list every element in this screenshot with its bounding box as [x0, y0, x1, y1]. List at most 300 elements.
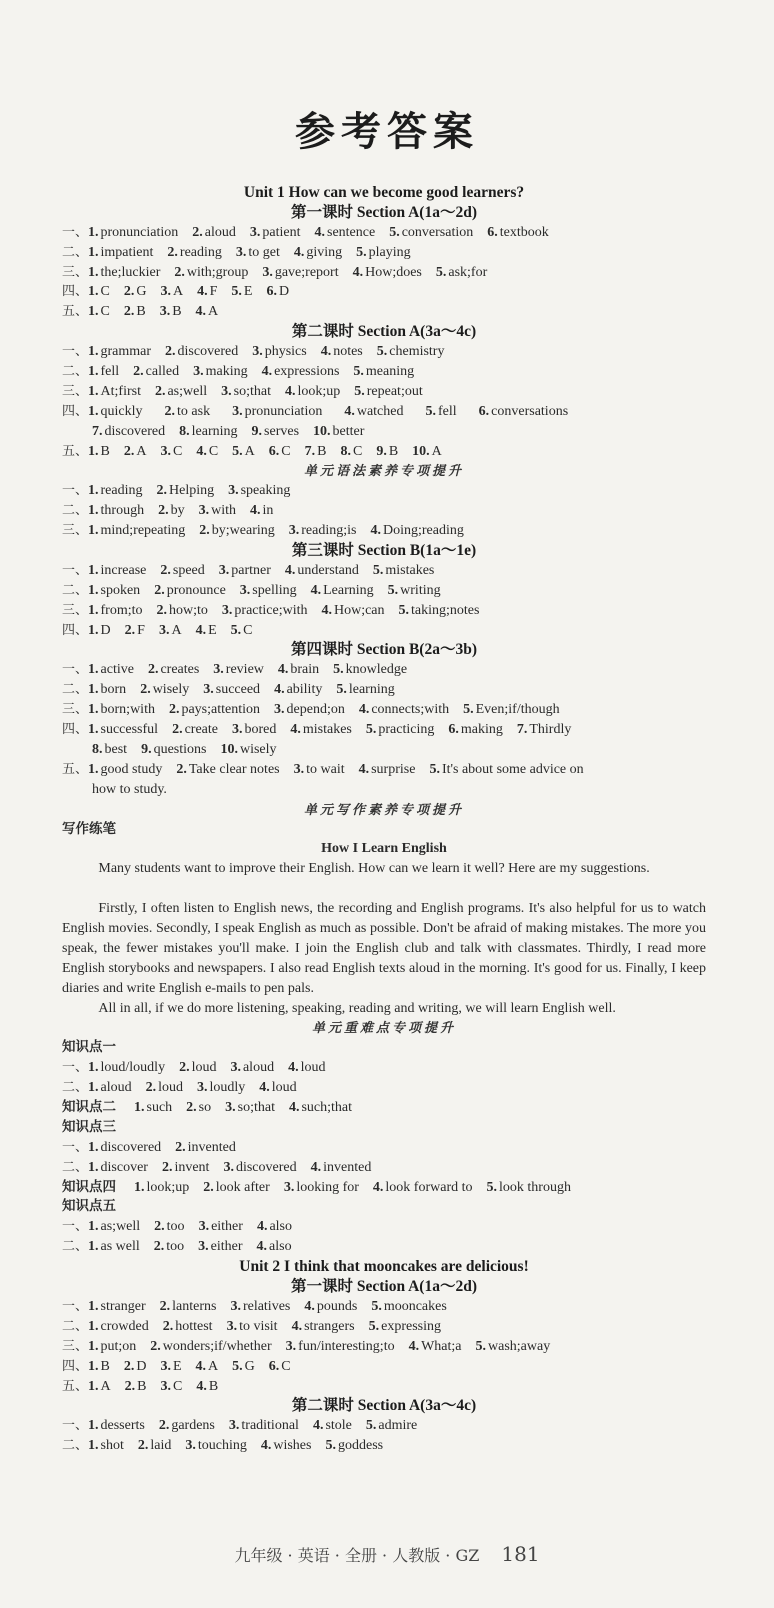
answer-text: hottest — [175, 1318, 213, 1334]
answer-number: 4. — [321, 602, 332, 618]
answer-item — [220, 742, 276, 757]
answer-item — [436, 265, 487, 280]
row-prefix: 三、 — [62, 702, 89, 718]
answer-text: taking;notes — [411, 602, 480, 618]
answer-number: 1. — [88, 1219, 99, 1235]
answer-number: 10. — [313, 423, 331, 439]
answer-item — [154, 583, 226, 598]
answer-text: How;does — [365, 264, 422, 280]
answer-item — [157, 603, 208, 618]
answer-text: shot — [100, 1438, 124, 1454]
answer-number: 3. — [226, 1318, 238, 1334]
answer-item — [133, 364, 179, 379]
answer-text: fell — [438, 403, 457, 419]
answer-number: 9. — [251, 423, 263, 439]
answer-number: 3. — [225, 1100, 236, 1116]
answer-number: 5. — [356, 244, 367, 260]
answer-row — [62, 660, 706, 680]
answer-text: the;luckier — [100, 264, 161, 280]
answer-text: textbook — [499, 224, 549, 240]
answer-text: by;wearing — [211, 523, 275, 539]
answer-text: such;that — [301, 1100, 353, 1116]
answer-number: 5. — [333, 662, 344, 678]
answer-number: 4. — [195, 304, 207, 320]
answer-text: B — [136, 304, 146, 320]
answer-number: 1. — [88, 761, 99, 777]
answer-text: B — [317, 443, 327, 459]
answer-text: F — [209, 284, 218, 300]
answer-number: 1. — [88, 1318, 99, 1334]
answer-text: writing — [400, 582, 441, 598]
row-prefix: 四、 — [62, 1358, 89, 1374]
answer-text: active — [100, 662, 134, 678]
answer-text: as;well — [167, 383, 208, 399]
answer-item — [92, 782, 167, 797]
answer-number: 2. — [124, 622, 136, 638]
answer-item — [88, 284, 110, 299]
answer-text: impatient — [100, 244, 154, 260]
answer-item — [373, 1180, 473, 1195]
answer-text: making — [460, 722, 503, 738]
answer-text: so;that — [237, 1100, 275, 1116]
answer-number: 1. — [88, 1159, 99, 1175]
answer-item — [333, 662, 407, 677]
answer-number: 2. — [153, 1239, 165, 1255]
knowledge-label: 知识点五 — [62, 1198, 116, 1215]
answer-item — [88, 304, 110, 319]
answer-number: 2. — [176, 761, 187, 777]
answer-number: 1. — [88, 1358, 99, 1374]
answer-item — [336, 682, 394, 697]
answer-item — [292, 1319, 355, 1334]
answer-text: successful — [100, 722, 159, 738]
answer-text: loud — [271, 1080, 297, 1096]
answer-item — [294, 245, 342, 260]
answer-text: C — [172, 1378, 183, 1394]
answer-item — [196, 304, 219, 319]
answer-text: depend;on — [286, 702, 345, 718]
answer-item — [448, 722, 503, 737]
answer-text: discovered — [177, 344, 239, 360]
answer-number: 5. — [486, 1179, 498, 1195]
row-prefix: 一、 — [62, 1060, 89, 1076]
answer-number: 3. — [252, 344, 263, 360]
essay-paragraph: Many students want to improve their English. How can we learn it well? Here are my suggestions. — [98, 861, 650, 877]
answer-number: 3. — [293, 761, 305, 777]
footer-book-info: 九年级 · 英语 · 全册 · 人教版 · GZ — [234, 1546, 480, 1565]
answer-item — [399, 603, 480, 618]
answer-text: traditional — [241, 1418, 299, 1434]
answer-number: 4. — [370, 523, 381, 539]
answer-text: best — [104, 741, 128, 757]
answer-number: 5. — [429, 761, 440, 777]
answer-item — [311, 583, 374, 598]
answer-item — [289, 523, 357, 538]
answer-number: 2. — [174, 264, 185, 280]
answer-text: C — [281, 1358, 291, 1374]
answer-row — [62, 481, 706, 501]
special-heading: 单元写作素养专项提升 — [303, 801, 464, 817]
answer-number: 2. — [179, 1060, 190, 1076]
answer-text: watched — [356, 403, 404, 419]
answer-text: such — [146, 1100, 173, 1116]
answer-row — [62, 1058, 706, 1078]
essay-title: How I Learn English — [321, 841, 447, 857]
answer-number: 1. — [134, 1179, 145, 1195]
answer-number: 1. — [88, 702, 99, 718]
answer-text: chemistry — [389, 344, 445, 360]
row-prefix: 一、 — [62, 1219, 89, 1235]
row-prefix: 二、 — [62, 364, 89, 380]
answer-number: 1. — [88, 1060, 99, 1076]
answer-number: 6. — [478, 403, 490, 419]
answer-item — [252, 424, 300, 439]
answer-text: loud — [191, 1060, 217, 1076]
answer-item — [199, 503, 236, 518]
answer-number: 5. — [387, 582, 399, 598]
answer-text: C — [243, 622, 253, 638]
answer-item — [88, 702, 155, 717]
answer-item — [88, 384, 141, 399]
answer-text: notes — [333, 344, 363, 360]
answer-number: 3. — [185, 1438, 196, 1454]
answer-number: 2. — [123, 1358, 135, 1374]
answer-item — [196, 444, 218, 459]
answer-row — [62, 700, 706, 720]
answer-item — [228, 483, 290, 498]
answer-item — [176, 762, 279, 777]
answer-row — [62, 442, 706, 462]
answer-number: 2. — [158, 503, 169, 519]
answer-item — [160, 563, 204, 578]
answer-text: aloud — [100, 1080, 132, 1096]
answer-number: 1. — [88, 662, 99, 678]
answer-number: 5. — [371, 1298, 382, 1314]
answer-item — [154, 1219, 184, 1234]
answer-item — [88, 444, 110, 459]
answer-row — [62, 760, 706, 780]
answer-number: 1. — [88, 523, 99, 539]
answer-number: 3. — [235, 244, 247, 260]
answer-row — [62, 223, 706, 243]
answer-text: gardens — [171, 1418, 215, 1434]
answer-number: 1. — [88, 383, 99, 399]
answer-item — [159, 1418, 215, 1433]
answer-row — [62, 1337, 706, 1357]
row-prefix: 一、 — [62, 483, 89, 499]
answer-text: wishes — [273, 1438, 312, 1454]
answer-number: 6. — [266, 284, 277, 300]
answer-item — [199, 523, 274, 538]
answer-text: expressions — [274, 364, 340, 380]
answer-item — [257, 1239, 292, 1254]
answer-text: discovered — [100, 1139, 162, 1155]
answer-number: 2. — [123, 284, 135, 300]
answer-item — [88, 1140, 161, 1155]
answer-item — [225, 1100, 275, 1115]
answer-row — [62, 1078, 706, 1098]
answer-item — [199, 1219, 243, 1234]
row-prefix: 五、 — [62, 304, 89, 320]
answer-item — [88, 1379, 111, 1394]
answer-text: G — [244, 1358, 255, 1374]
answer-item — [159, 623, 182, 638]
answer-row — [62, 1436, 706, 1456]
answer-item — [388, 583, 441, 598]
answer-number: 9. — [376, 443, 387, 459]
answer-number: 3. — [239, 582, 251, 598]
answer-item — [232, 722, 276, 737]
answer-text: It's about some advice on — [441, 761, 584, 777]
answer-number: 1. — [88, 443, 99, 459]
answer-text: A — [208, 304, 219, 320]
row-prefix: 一、 — [62, 1298, 89, 1314]
answer-item — [88, 682, 126, 697]
answer-number: 1. — [88, 1080, 99, 1096]
answer-text: aloud — [204, 224, 236, 240]
answer-item — [88, 1319, 149, 1334]
answer-item — [232, 444, 255, 459]
answer-text: learning — [348, 682, 395, 698]
answer-item — [125, 623, 145, 638]
answer-number: 2. — [175, 1139, 186, 1155]
answer-text: lanterns — [172, 1298, 217, 1314]
answer-number: 2. — [172, 722, 183, 738]
answer-item — [154, 1239, 184, 1254]
answer-item — [371, 1299, 446, 1314]
answer-item — [88, 265, 160, 280]
answer-number: 1. — [88, 622, 99, 638]
answer-item — [162, 1160, 210, 1175]
answer-item — [231, 623, 253, 638]
answer-number: 8. — [179, 423, 190, 439]
answer-number: 6. — [487, 224, 498, 240]
answer-text: discovered — [235, 1159, 297, 1175]
answer-item — [285, 384, 340, 399]
answer-item — [157, 483, 215, 498]
answer-item — [359, 702, 449, 717]
answer-number: 2. — [124, 1378, 136, 1394]
answer-item — [158, 503, 185, 518]
answer-number: 5. — [463, 702, 474, 718]
answer-item — [219, 563, 271, 578]
answer-text: gave;report — [274, 264, 339, 280]
answer-item — [305, 444, 327, 459]
answer-item — [88, 583, 140, 598]
answer-number: 7. — [516, 722, 528, 738]
answer-item — [356, 245, 411, 260]
answer-item — [252, 344, 307, 359]
answer-item — [231, 284, 252, 299]
answer-item — [261, 1438, 312, 1453]
answer-number: 5. — [231, 284, 242, 300]
answer-text: B — [172, 304, 182, 320]
answer-text: so;that — [233, 383, 271, 399]
page-title: 参考答案 — [295, 108, 479, 155]
answer-number: 1. — [134, 1100, 145, 1116]
answer-text: making — [205, 364, 248, 380]
answer-item — [274, 702, 345, 717]
answer-item — [88, 1418, 145, 1433]
answer-text: D — [278, 284, 290, 300]
row-prefix: 一、 — [62, 1139, 89, 1155]
answer-number: 2. — [123, 443, 135, 459]
row-prefix: 二、 — [62, 1080, 89, 1096]
answer-number: 5. — [475, 1338, 487, 1354]
answer-item — [88, 722, 158, 737]
answer-item — [366, 1418, 417, 1433]
answer-item — [266, 284, 289, 299]
answer-item — [185, 1438, 247, 1453]
answer-number: 3. — [159, 304, 171, 320]
answer-item — [517, 722, 572, 737]
answer-text: strangers — [304, 1318, 355, 1334]
knowledge-label: 知识点四 — [62, 1178, 116, 1195]
section-heading: 第二课时 Section A(3a～4c) — [291, 323, 477, 341]
answer-text: What;a — [421, 1338, 462, 1354]
answer-text: better — [332, 423, 365, 439]
answer-text: wonders;if/whether — [162, 1338, 272, 1354]
answer-item — [340, 444, 362, 459]
answer-number: 4. — [344, 403, 355, 419]
row-prefix: 四、 — [62, 722, 89, 738]
answer-item — [88, 1299, 146, 1314]
answer-item — [88, 523, 185, 538]
answer-item — [389, 225, 473, 240]
answer-number: 4. — [277, 662, 289, 678]
special-heading: 单元语法素养专项提升 — [303, 463, 464, 479]
answer-number: 5. — [368, 1318, 380, 1334]
answer-number: 5. — [354, 383, 365, 399]
answer-item — [315, 225, 376, 240]
answer-item — [294, 762, 345, 777]
answer-text: loud — [158, 1080, 184, 1096]
answer-row-continued — [62, 780, 706, 800]
answer-text: creates — [160, 662, 200, 678]
answer-row — [62, 1377, 706, 1397]
answer-row — [62, 561, 706, 581]
answer-item — [221, 384, 271, 399]
answer-text: quickly — [100, 403, 143, 419]
row-prefix: 四、 — [62, 403, 89, 419]
answer-item — [232, 404, 322, 419]
answer-text: with;group — [186, 264, 249, 280]
answer-number: 2. — [145, 1080, 157, 1096]
row-prefix: 二、 — [62, 682, 89, 698]
answer-text: A — [172, 284, 184, 300]
answer-text: E — [243, 284, 253, 300]
answer-number: 10. — [220, 741, 238, 757]
answer-row-continued — [62, 740, 706, 760]
answer-item — [193, 364, 248, 379]
answer-number: 5. — [389, 224, 400, 240]
knowledge-row — [62, 1178, 706, 1198]
answer-text: admire — [378, 1418, 418, 1434]
answer-row — [62, 1138, 706, 1158]
answer-number: 4. — [260, 1438, 272, 1454]
answer-number: 1. — [88, 582, 99, 598]
answer-item — [223, 1160, 296, 1175]
answer-item — [160, 284, 183, 299]
answer-item — [148, 662, 199, 677]
answer-row — [62, 282, 706, 302]
answer-number: 1. — [88, 344, 99, 360]
answer-row — [62, 362, 706, 382]
answer-number: 2. — [150, 1338, 161, 1354]
answer-number: 5. — [336, 682, 347, 698]
answer-number: 3. — [160, 284, 171, 300]
answer-text: in — [262, 503, 274, 519]
answer-text: pounds — [316, 1298, 358, 1314]
answer-number: 3. — [228, 483, 239, 499]
answer-item — [325, 1438, 383, 1453]
answer-number: 4. — [312, 1418, 324, 1434]
answer-item — [88, 364, 119, 379]
answer-number: 2. — [140, 682, 151, 698]
answer-number: 3. — [249, 224, 261, 240]
answer-text: playing — [368, 244, 411, 260]
answer-text: also — [269, 1239, 292, 1255]
answer-number: 4. — [304, 1298, 315, 1314]
answer-item — [92, 742, 127, 757]
answer-number: 4. — [196, 443, 207, 459]
answer-item — [359, 762, 416, 777]
answer-number: 2. — [123, 304, 135, 320]
section-heading: 第四课时 Section B(2a～3b) — [290, 641, 477, 659]
answer-item — [230, 1060, 274, 1075]
answer-text: reading — [100, 483, 143, 499]
answer-number: 3. — [218, 562, 230, 578]
answer-text: C — [100, 284, 110, 300]
answer-item — [236, 245, 280, 260]
answer-number: 2. — [199, 523, 210, 539]
answer-number: 1. — [88, 503, 99, 519]
answer-number: 3. — [203, 682, 214, 698]
answer-text: looking for — [296, 1179, 359, 1195]
answer-number: 3. — [198, 1239, 209, 1255]
answer-row — [62, 680, 706, 700]
answer-text: reading;is — [301, 523, 357, 539]
answer-number: 2. — [154, 383, 166, 399]
answer-text: goddess — [337, 1438, 384, 1454]
answer-row — [62, 1297, 706, 1317]
answer-number: 7. — [92, 423, 103, 439]
answer-number: 4. — [352, 264, 364, 280]
answer-item — [290, 722, 352, 737]
answer-item — [288, 1060, 325, 1075]
answer-row — [62, 302, 706, 322]
answer-text: invented — [323, 1159, 372, 1175]
answer-text: to wait — [306, 761, 345, 777]
row-prefix: 二、 — [62, 1318, 89, 1334]
answer-number: 1. — [88, 264, 99, 280]
answer-item — [289, 1100, 352, 1115]
answer-item — [284, 1180, 359, 1195]
answer-text: meaning — [365, 364, 415, 380]
answer-number: 1. — [88, 1239, 99, 1255]
row-prefix: 二、 — [62, 1159, 89, 1175]
special-heading: 单元重难点专项提升 — [311, 1020, 456, 1036]
unit-heading: Unit 2 I think that mooncakes are delicious! — [239, 1258, 529, 1276]
answer-row — [62, 581, 706, 601]
answer-item — [479, 404, 568, 419]
answer-number: 2. — [165, 344, 176, 360]
answer-text: knowledge — [345, 662, 408, 678]
answer-number: 2. — [186, 1100, 197, 1116]
answer-text: put;on — [100, 1338, 137, 1354]
answer-number: 2. — [203, 1179, 214, 1195]
answer-text: mooncakes — [383, 1298, 447, 1314]
